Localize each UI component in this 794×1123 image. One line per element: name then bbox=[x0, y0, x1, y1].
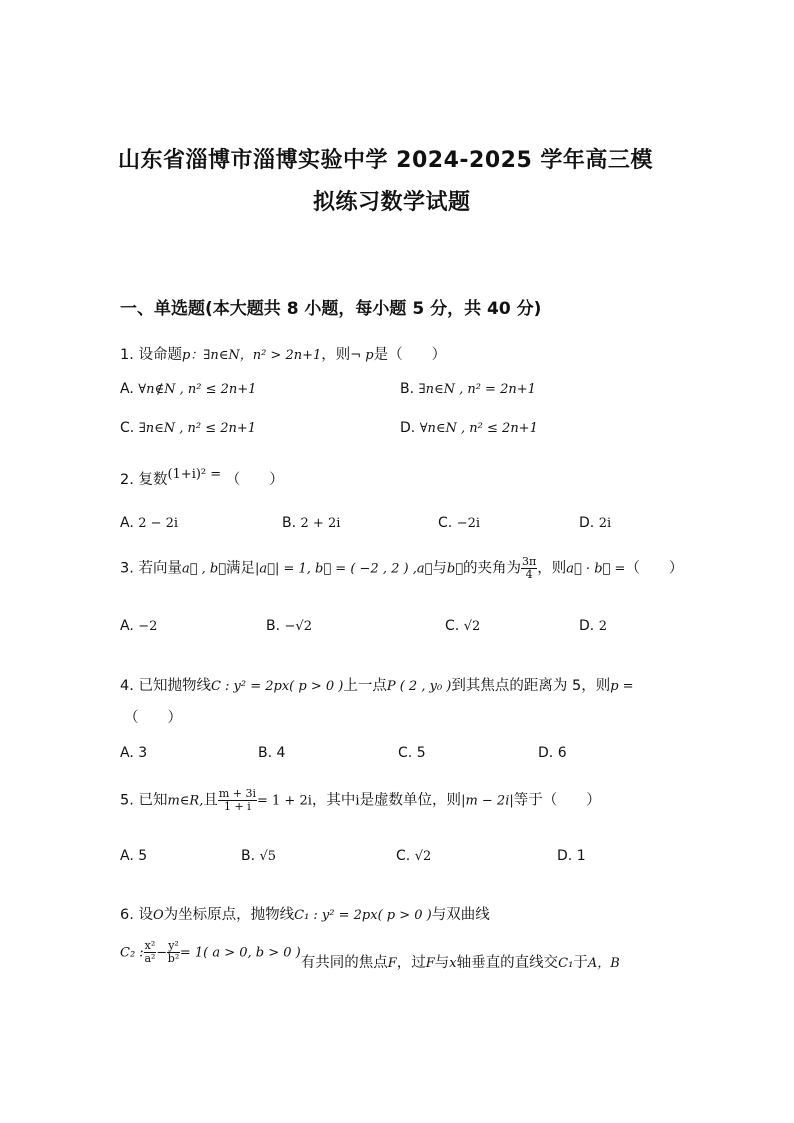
q5-text: 且 bbox=[203, 792, 218, 809]
q2-option-d[interactable] bbox=[579, 515, 611, 531]
question-6-stem-line2 bbox=[120, 939, 620, 971]
q5-math-i: i bbox=[355, 793, 360, 809]
q3-angle-fraction bbox=[521, 556, 537, 581]
q4-math-parabola: C : y² = 2px( p > 0 ) bbox=[210, 679, 344, 694]
q1-math-proposition: p：∃n∈N，n² > 2n+1 bbox=[181, 348, 322, 363]
q6-minus: − bbox=[156, 945, 168, 961]
option-label: D. bbox=[400, 420, 416, 436]
option-text: ∃n∈N , n² ≤ 2n+1 bbox=[138, 421, 257, 436]
exam-title-line1: 山东省淄博市淄博实验中学 2024-2025 学年高三模 bbox=[118, 148, 653, 173]
option-text: −2 bbox=[138, 619, 158, 634]
q3-math-condition: |a⃗| = 1, b⃗ = ( −2 , 2 ) , bbox=[255, 561, 417, 577]
q3-option-d[interactable] bbox=[579, 618, 607, 634]
q1-option-b[interactable] bbox=[400, 381, 536, 397]
q5-text: 是虚数单位，则 bbox=[359, 792, 462, 809]
q3-math-b: b⃗ bbox=[446, 561, 464, 577]
option-label: B. bbox=[266, 618, 281, 634]
q2-prefix: 2. 复数 bbox=[120, 472, 168, 488]
q6-math-c1: C₁ bbox=[558, 955, 574, 971]
q1-suffix: 是（ ） bbox=[373, 347, 447, 363]
option-text: 5 bbox=[416, 745, 426, 761]
option-label: A. bbox=[120, 745, 134, 761]
q3-option-b[interactable] bbox=[266, 618, 312, 634]
q5-math-m: m∈R, bbox=[167, 793, 204, 809]
q5-prefix: 5. 已知 bbox=[120, 792, 168, 809]
q3-prefix: 3. 若向量 bbox=[120, 560, 182, 577]
option-text: √2 bbox=[463, 619, 481, 634]
q4-prefix: 4. 已知抛物线 bbox=[120, 678, 211, 694]
option-text: 4 bbox=[276, 745, 286, 761]
section-heading-single-choice: 一、单选题(本大题共 8 小题，每小题 5 分，共 40 分) bbox=[120, 299, 542, 319]
option-label: D. bbox=[538, 745, 554, 761]
q4-option-d[interactable] bbox=[538, 745, 567, 761]
option-text: 2 bbox=[598, 619, 607, 634]
q6-text: 与双曲线 bbox=[431, 907, 490, 923]
q6-math-hyperbola: = 1( a > 0, b > 0 ) bbox=[179, 945, 301, 961]
q4-option-a[interactable] bbox=[120, 745, 147, 761]
q2-math: (1+i)² = bbox=[167, 467, 222, 482]
q1-math-negation: ¬ p bbox=[350, 348, 374, 363]
q5-text: ，其中 bbox=[311, 792, 356, 809]
q5-fraction bbox=[218, 788, 257, 813]
option-label: B. bbox=[258, 745, 273, 761]
option-label: C. bbox=[445, 618, 460, 634]
q3-math-vectors: a⃗ , b⃗ bbox=[181, 561, 227, 577]
q4-text: 到其焦点的距离为 5，则 bbox=[451, 678, 611, 694]
exam-title-line2: 拟练习数学试题 bbox=[313, 190, 471, 215]
q5-option-c[interactable] bbox=[396, 848, 431, 864]
option-text: √5 bbox=[259, 849, 277, 864]
question-2-stem bbox=[120, 468, 284, 489]
option-label: A. bbox=[120, 618, 134, 634]
fraction-denominator: a² bbox=[144, 952, 156, 965]
option-label: B. bbox=[282, 515, 297, 531]
q1-option-d[interactable] bbox=[400, 420, 538, 436]
q3-option-c[interactable] bbox=[445, 618, 480, 634]
q3-math-dot: a⃗ · b⃗ = bbox=[566, 561, 626, 577]
q3-math-a: a⃗ bbox=[416, 561, 433, 577]
q6-math-c2: C₂ : bbox=[120, 945, 144, 961]
option-text: 2 − 2i bbox=[138, 516, 179, 531]
q3-text: 的夹角为 bbox=[463, 560, 522, 577]
option-label: C. bbox=[438, 515, 453, 531]
q1-option-a[interactable] bbox=[120, 381, 256, 397]
q1-prefix: 1. 设命题 bbox=[120, 347, 182, 363]
q5-suffix: 等于（ ） bbox=[513, 792, 601, 809]
option-text: ∀n∈N , n² ≤ 2n+1 bbox=[419, 421, 538, 436]
fraction-numerator: y² bbox=[168, 939, 179, 952]
q1-option-c[interactable] bbox=[120, 420, 256, 436]
option-text: 2i bbox=[598, 516, 612, 531]
q2-option-b[interactable] bbox=[282, 515, 340, 531]
option-text: 2 + 2i bbox=[300, 516, 341, 531]
q6-text: ，过 bbox=[396, 954, 426, 971]
q5-math-equation: = 1 + 2i bbox=[257, 793, 312, 809]
option-label: C. bbox=[120, 420, 135, 436]
fraction-numerator: 3π bbox=[522, 555, 537, 568]
option-text: 6 bbox=[557, 745, 567, 761]
q6-math-f: F bbox=[387, 955, 397, 971]
q4-text: 上一点 bbox=[343, 678, 387, 694]
option-text: 3 bbox=[138, 745, 148, 761]
q6-math-parabola: C₁ : y² = 2px( p > 0 ) bbox=[294, 908, 432, 923]
option-label: B. bbox=[400, 381, 415, 397]
q5-math-modulus: |m − 2i| bbox=[461, 793, 514, 809]
option-text: ∃n∈N , n² = 2n+1 bbox=[418, 382, 536, 397]
q5-option-a[interactable] bbox=[120, 848, 147, 864]
q2-option-c[interactable] bbox=[438, 515, 480, 531]
option-label: D. bbox=[579, 618, 595, 634]
q4-option-c[interactable] bbox=[398, 745, 426, 761]
q3-text: 与 bbox=[432, 560, 447, 577]
option-text: 1 bbox=[576, 848, 586, 864]
option-text: −2i bbox=[456, 516, 481, 531]
option-label: C. bbox=[396, 848, 411, 864]
option-text: 5 bbox=[138, 848, 148, 864]
q3-text: ，则 bbox=[537, 560, 567, 577]
q6-text: 轴垂直的直线交 bbox=[456, 954, 559, 971]
fraction-denominator: 4 bbox=[525, 568, 533, 581]
q4-option-b[interactable] bbox=[258, 745, 285, 761]
question-4-stem bbox=[120, 674, 634, 695]
q6-text: 有共同的焦点 bbox=[300, 954, 388, 971]
option-text: ∀n∉N , n² ≤ 2n+1 bbox=[138, 382, 257, 397]
question-1-stem bbox=[120, 343, 446, 364]
fraction-numerator: m + 3i bbox=[218, 787, 256, 800]
fraction-denominator: 1 + i bbox=[224, 800, 251, 813]
q6-text: 于 bbox=[573, 954, 588, 971]
option-label: A. bbox=[120, 515, 134, 531]
q6-fraction-x bbox=[144, 940, 157, 965]
question-5-stem bbox=[120, 788, 601, 813]
q3-suffix: （ ） bbox=[625, 560, 684, 577]
q6-math-f: F bbox=[425, 955, 435, 971]
q5-option-d[interactable] bbox=[557, 848, 586, 864]
option-label: D. bbox=[557, 848, 573, 864]
fraction-denominator: b² bbox=[167, 952, 180, 965]
q6-math-o: O bbox=[152, 908, 164, 923]
q3-text: 满足 bbox=[226, 560, 256, 577]
option-label: B. bbox=[241, 848, 256, 864]
fraction-numerator: x² bbox=[144, 939, 156, 952]
option-label: A. bbox=[120, 848, 134, 864]
q6-math-ab: A，B bbox=[587, 955, 620, 971]
q2-suffix: （ ） bbox=[225, 472, 284, 488]
q4-math-point: P ( 2 , y₀ ) bbox=[386, 679, 452, 694]
option-label: D. bbox=[579, 515, 595, 531]
option-label: C. bbox=[398, 745, 413, 761]
question-6-stem-line1 bbox=[120, 903, 490, 924]
q5-option-b[interactable] bbox=[241, 848, 276, 864]
q6-fraction-y bbox=[167, 940, 180, 965]
q2-option-a[interactable] bbox=[120, 515, 178, 531]
option-text: √2 bbox=[414, 849, 432, 864]
q1-mid: ，则 bbox=[321, 347, 351, 363]
q6-text: 为坐标原点，抛物线 bbox=[163, 907, 295, 923]
option-text: −√2 bbox=[284, 619, 312, 634]
question-3-stem bbox=[120, 556, 683, 581]
q4-answer-paren: （ ） bbox=[124, 710, 182, 726]
q6-math-x: x bbox=[449, 955, 457, 971]
q6-text: 与 bbox=[434, 954, 450, 971]
q3-option-a[interactable] bbox=[120, 618, 157, 634]
q6-prefix: 6. 设 bbox=[120, 907, 153, 923]
q4-math-p: p = bbox=[610, 679, 634, 694]
option-label: A. bbox=[120, 381, 134, 397]
